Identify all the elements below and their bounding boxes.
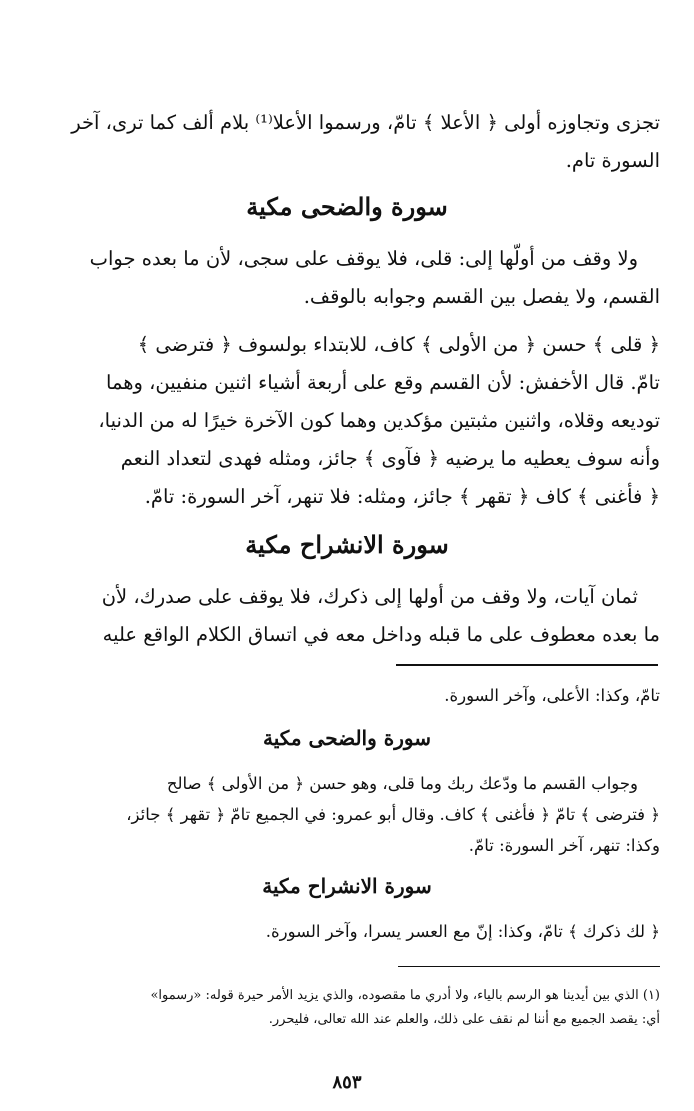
commentary-duha-paragraph (34, 768, 660, 861)
text-line: تامّ. قال الأخفش: لأن القسم وقع على أربعة أشياء اثنين منفيين، وهما (106, 371, 660, 394)
footnote (34, 984, 660, 1032)
commentary-line (34, 680, 660, 711)
commentary-heading-inshirah: سورة الانشراح مكية (262, 874, 432, 898)
surah-heading-inshirah: سورة الانشراح مكية (245, 530, 449, 559)
page-number: ٨٥٣ (332, 1072, 362, 1093)
text-line: ولا وقف من أولّها إلى: قلى، فلا يوقف على سجى، لأن ما بعده جواب (89, 247, 638, 270)
text-line: ﴿ لك ذكرك ﴾ تامّ، وكذا: إنّ مع العسر يسرا، وآخر السورة. (265, 922, 660, 941)
separator-rule (396, 664, 658, 666)
text-line: ﴿ فأغنى ﴾ كاف ﴿ تقهر ﴾ جائز، ومثله: فلا تنهر، آخر السورة: تامّ. (144, 485, 660, 508)
text-line: وجواب القسم ما ودّعك ربك وما قلى، وهو حسن ﴿ من الأولى ﴾ صالح (166, 774, 638, 793)
inshirah-paragraph (34, 578, 660, 654)
text-line: ﴿ فترضى ﴾ تامّ ﴿ فأغنى ﴾ كاف. وقال أبو عمرو: في الجميع تامّ ﴿ تقهر ﴾ جائز، (126, 805, 660, 824)
surah-heading-duha: سورة والضحى مكية (246, 192, 448, 221)
intro-paragraph (34, 104, 660, 180)
duha-paragraph-2 (34, 326, 660, 516)
text-line: تامّ، وكذا: الأعلى، وآخر السورة. (444, 686, 660, 705)
text-line: وأنه سوف يعطيه ما يرضيه ﴿ فآوى ﴾ جائز، ومثله فهدى لتعداد النعم (120, 447, 660, 470)
duha-paragraph-1 (34, 240, 660, 316)
text-line: وكذا: تنهر، آخر السورة: تامّ. (468, 836, 660, 855)
text-line: توديعه وقلاه، واثنين مثبتين مؤكدين وهما كون الآخرة خيرًا له من الدنيا، (98, 409, 660, 432)
commentary-inshirah-line (34, 916, 660, 947)
commentary-heading-duha: سورة والضحى مكية (263, 726, 431, 750)
text-line: تجزى وتجاوزه أولى ﴿ الأعلا ﴾ تامّ، ورسموا الأعلا⁽¹⁾ بلام ألف كما ترى، آخر (71, 111, 660, 134)
footnote-line: أي: يقصد الجميع مع أننا لم نقف على ذلك، والعلم عند الله تعالى، فليحرر. (268, 1012, 660, 1027)
footnote-line: (١) الذي بين أيدينا هو الرسم بالياء، ولا أدري ما مقصوده، والذي يزيد الأمر حيرة قوله: «رسموا» (150, 988, 660, 1003)
text-line: ﴿ قلى ﴾ حسن ﴿ من الأولى ﴾ كاف، للابتداء بولسوف ﴿ فترضى ﴾ (137, 333, 660, 356)
text-line: ثمان آيات، ولا وقف من أولها إلى ذكرك، فلا يوقف على صدرك، لأن (101, 585, 638, 608)
text-line: السورة تام. (565, 149, 660, 172)
footnote-rule (398, 966, 660, 967)
text-line: ما بعده معطوف على ما قبله وداخل معه في اتساق الكلام الواقع عليه (102, 623, 660, 646)
text-line: القسم، ولا يفصل بين القسم وجوابه بالوقف. (303, 285, 660, 308)
